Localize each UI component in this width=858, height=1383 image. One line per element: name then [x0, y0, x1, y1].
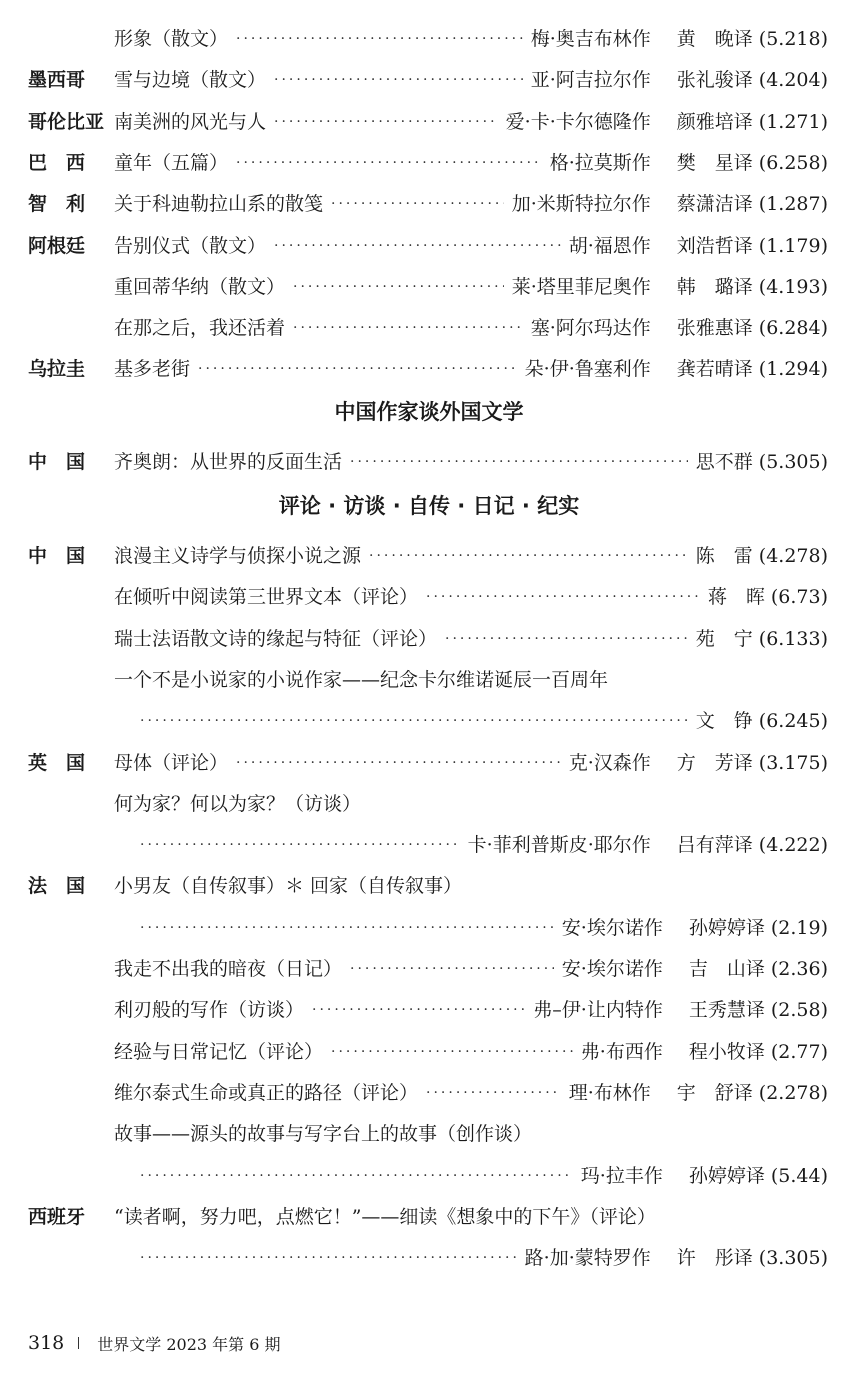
entry-country: 墨西哥 — [28, 69, 86, 92]
entry-translator: 许 彤译 — [676, 1247, 753, 1270]
entry-issue-page: (3.305) — [758, 1247, 828, 1270]
toc-entry — [28, 748, 828, 778]
entry-title: 告别仪式（散文） — [114, 234, 267, 257]
toc-entry — [28, 954, 828, 984]
entry-title: 基多老街 — [114, 358, 191, 381]
entry-issue-page: (1.179) — [758, 234, 828, 257]
toc-entry — [28, 189, 828, 219]
dot-leader — [274, 107, 498, 137]
entry-issue-page: (4.222) — [758, 834, 828, 857]
entry-title: 瑞士法语散文诗的缘起与特征（评论） — [114, 627, 438, 650]
toc-entry — [28, 354, 828, 384]
toc-entry — [28, 665, 828, 695]
entry-country: 法 国 — [28, 875, 86, 898]
entry-issue-page: (4.278) — [758, 545, 828, 567]
entry-country: 阿根廷 — [28, 234, 86, 257]
entry-translator: 张礼骏译 — [676, 69, 753, 92]
entry-country: 乌拉圭 — [28, 358, 86, 381]
entry-issue-page: (6.245) — [758, 710, 828, 733]
entry-author: 玛·拉丰作 — [580, 1164, 663, 1187]
entry-author: 格·拉莫斯作 — [549, 151, 651, 174]
entry-issue-page: (2.19) — [770, 916, 828, 939]
dot-leader — [331, 1037, 573, 1067]
entry-title: 齐奥朗：从世界的反面生活 — [114, 451, 343, 473]
entry-title: 重回蒂华纳（散文） — [114, 275, 286, 298]
dot-leader — [122, 1161, 573, 1191]
entry-country: 中 国 — [28, 451, 86, 473]
entry-issue-page: (6.73) — [770, 586, 828, 609]
entry-issue-page: (2.58) — [770, 999, 828, 1022]
toc-entry — [28, 541, 828, 571]
entry-translator: 黄 晚译 — [676, 28, 753, 50]
entry-author: 塞·阿尔玛达作 — [530, 317, 651, 340]
entry-translator: 龚若晴译 — [676, 358, 753, 381]
dot-leader — [293, 272, 504, 302]
entry-issue-page: (2.278) — [758, 1081, 828, 1104]
entry-translator: 蔡潇洁译 — [676, 193, 753, 216]
entry-issue-page: (2.36) — [770, 958, 828, 980]
dot-leader — [236, 24, 523, 54]
entry-title: 故事——源头的故事与写字台上的故事（创作谈） — [114, 1123, 533, 1146]
entry-title: 维尔泰式生命或真正的路径（评论） — [114, 1081, 419, 1104]
entry-title: 一个不是小说家的小说作家——纪念卡尔维诺诞辰一百周年 — [114, 668, 609, 691]
entry-translator: 方 芳译 — [676, 751, 753, 774]
toc-entry — [28, 913, 828, 943]
entry-translator: 苑 宁 — [695, 627, 753, 650]
dot-leader — [445, 624, 688, 654]
toc-entry — [28, 107, 828, 137]
dot-leader — [122, 913, 554, 943]
entry-issue-page: (4.193) — [758, 275, 828, 298]
toc-entry — [28, 582, 828, 612]
entry-issue-page: (6.258) — [758, 151, 828, 174]
toc-entry — [28, 1202, 828, 1232]
entry-author: 卡·菲利普斯皮·耶尔作 — [467, 834, 651, 857]
dot-leader — [369, 541, 688, 571]
entry-author: 弗·布西作 — [580, 1040, 663, 1063]
entry-translator: 程小牧译 — [688, 1040, 765, 1063]
entry-country: 中 国 — [28, 545, 86, 567]
entry-translator: 吕有萍译 — [676, 834, 753, 857]
dot-leader — [331, 189, 504, 219]
entry-issue-page: (1.271) — [758, 110, 828, 133]
entry-issue-page: (4.204) — [758, 69, 828, 92]
toc-entry — [28, 1161, 828, 1191]
dot-leader — [274, 65, 523, 95]
entry-translator: 蒋 晖 — [707, 586, 765, 609]
entry-author: 爱·卡·卡尔德隆作 — [505, 110, 651, 133]
page-footer — [28, 1330, 281, 1356]
entry-title: 形象（散文） — [114, 28, 229, 50]
dot-leader — [236, 148, 542, 178]
entry-title: 童年（五篇） — [114, 151, 229, 174]
entry-title: 何为家？何以为家？（访谈） — [114, 792, 362, 815]
toc-entry — [28, 447, 828, 477]
dot-leader — [274, 231, 561, 261]
section-title-chinese-writers: 中国作家谈外国文学 — [334, 400, 524, 424]
entry-issue-page: (6.133) — [758, 627, 828, 650]
entry-author: 加·米斯特拉尔作 — [511, 193, 651, 216]
toc-entry — [28, 65, 828, 95]
dot-leader — [350, 447, 688, 477]
toc-entry — [28, 272, 828, 302]
entry-issue-page: (6.284) — [758, 317, 828, 340]
footer-divider — [78, 1337, 79, 1349]
entry-author: 安·埃尔诺作 — [561, 916, 663, 939]
entry-issue-page: (5.305) — [758, 451, 828, 473]
entry-country: 英 国 — [28, 751, 86, 774]
entry-title: 小男友（自传叙事）＊ 回家（自传叙事） — [114, 875, 463, 898]
toc-entry — [28, 871, 828, 901]
entry-author: 理·布林作 — [568, 1081, 651, 1104]
entry-author: 弗–伊·让内特作 — [533, 999, 663, 1022]
dot-leader — [236, 748, 561, 778]
toc-entry — [28, 1119, 828, 1149]
toc-entry — [28, 231, 828, 261]
journal-issue: 世界文学 2023 年第 6 期 — [97, 1334, 281, 1354]
dot-leader — [426, 1078, 561, 1108]
entry-country: 巴 西 — [28, 151, 86, 174]
entry-translator: 孙婷婷译 — [688, 916, 765, 939]
toc-entry — [28, 1078, 828, 1108]
entry-country: 西班牙 — [28, 1205, 86, 1228]
entry-translator: 陈 雷 — [695, 545, 753, 567]
dot-leader — [122, 706, 688, 736]
entry-country: 智 利 — [28, 193, 86, 216]
entry-title: 南美洲的风光与人 — [114, 110, 267, 133]
entry-title: 利刃般的写作（访谈） — [114, 999, 305, 1022]
toc-entry — [28, 624, 828, 654]
toc-entry — [28, 995, 828, 1025]
entry-issue-page: (1.287) — [758, 193, 828, 216]
entry-translator: 王秀慧译 — [688, 999, 765, 1022]
dot-leader — [350, 954, 554, 984]
entry-translator: 樊 星译 — [676, 151, 753, 174]
toc-entry — [28, 706, 828, 736]
dot-leader — [312, 995, 525, 1025]
entry-title: 在那之后，我还活着 — [114, 317, 286, 340]
entry-translator: 张雅惠译 — [676, 317, 753, 340]
dot-leader — [293, 313, 523, 343]
dot-leader — [198, 354, 517, 384]
entry-translator: 文 铮 — [695, 710, 753, 733]
entry-country: 哥伦比亚 — [28, 110, 105, 133]
entry-issue-page: (5.218) — [758, 28, 828, 50]
dot-leader — [426, 582, 700, 612]
entry-translator: 颜雅培译 — [676, 110, 753, 133]
entry-author: 莱·塔里菲尼奥作 — [511, 275, 651, 298]
entry-issue-page: (1.294) — [758, 358, 828, 381]
entry-title: 雪与边境（散文） — [114, 69, 267, 92]
entry-title: 在倾听中阅读第三世界文本（评论） — [114, 586, 419, 609]
entry-title: 经验与日常记忆（评论） — [114, 1040, 324, 1063]
entry-translator: 刘浩哲译 — [676, 234, 753, 257]
entry-title: 母体（评论） — [114, 751, 229, 774]
entry-title: 浪漫主义诗学与侦探小说之源 — [114, 545, 362, 567]
entry-title: 关于科迪勒拉山系的散笺 — [114, 193, 324, 216]
entry-translator: 韩 璐译 — [676, 275, 753, 298]
toc-entry — [28, 148, 828, 178]
entry-author: 亚·阿吉拉尔作 — [530, 69, 651, 92]
entry-author: 梅·奥吉布林作 — [530, 28, 651, 50]
entry-title: “读者啊，努力吧，点燃它！”——细读《想象中的下午》（评论） — [114, 1205, 656, 1228]
entry-author: 胡·福恩作 — [568, 234, 651, 257]
toc-entry — [28, 1243, 828, 1273]
entry-author: 克·汉森作 — [568, 751, 651, 774]
entry-issue-page: (3.175) — [758, 751, 828, 774]
toc-entry — [28, 1037, 828, 1067]
entry-translator: 思不群 — [695, 451, 753, 473]
entry-author: 路·加·蒙特罗作 — [524, 1247, 651, 1270]
entry-translator: 孙婷婷译 — [688, 1164, 765, 1187]
dot-leader — [122, 830, 460, 860]
toc-entry — [28, 313, 828, 343]
entry-issue-page: (2.77) — [770, 1040, 828, 1063]
entry-title: 我走不出我的暗夜（日记） — [114, 958, 343, 980]
section-title-criticism: 评论 · 访谈 · 自传 · 日记 · 纪实 — [278, 494, 580, 518]
entry-translator: 吉 山译 — [688, 958, 765, 980]
entry-author: 安·埃尔诺作 — [561, 958, 663, 980]
dot-leader — [122, 1243, 517, 1273]
toc-entry — [28, 830, 828, 860]
toc-entry — [28, 24, 828, 54]
entry-translator: 宇 舒译 — [676, 1081, 753, 1104]
toc-entry — [28, 789, 828, 819]
entry-issue-page: (5.44) — [770, 1164, 828, 1187]
entry-author: 朵·伊·鲁塞利作 — [524, 358, 651, 381]
page-number: 318 — [28, 1332, 65, 1354]
